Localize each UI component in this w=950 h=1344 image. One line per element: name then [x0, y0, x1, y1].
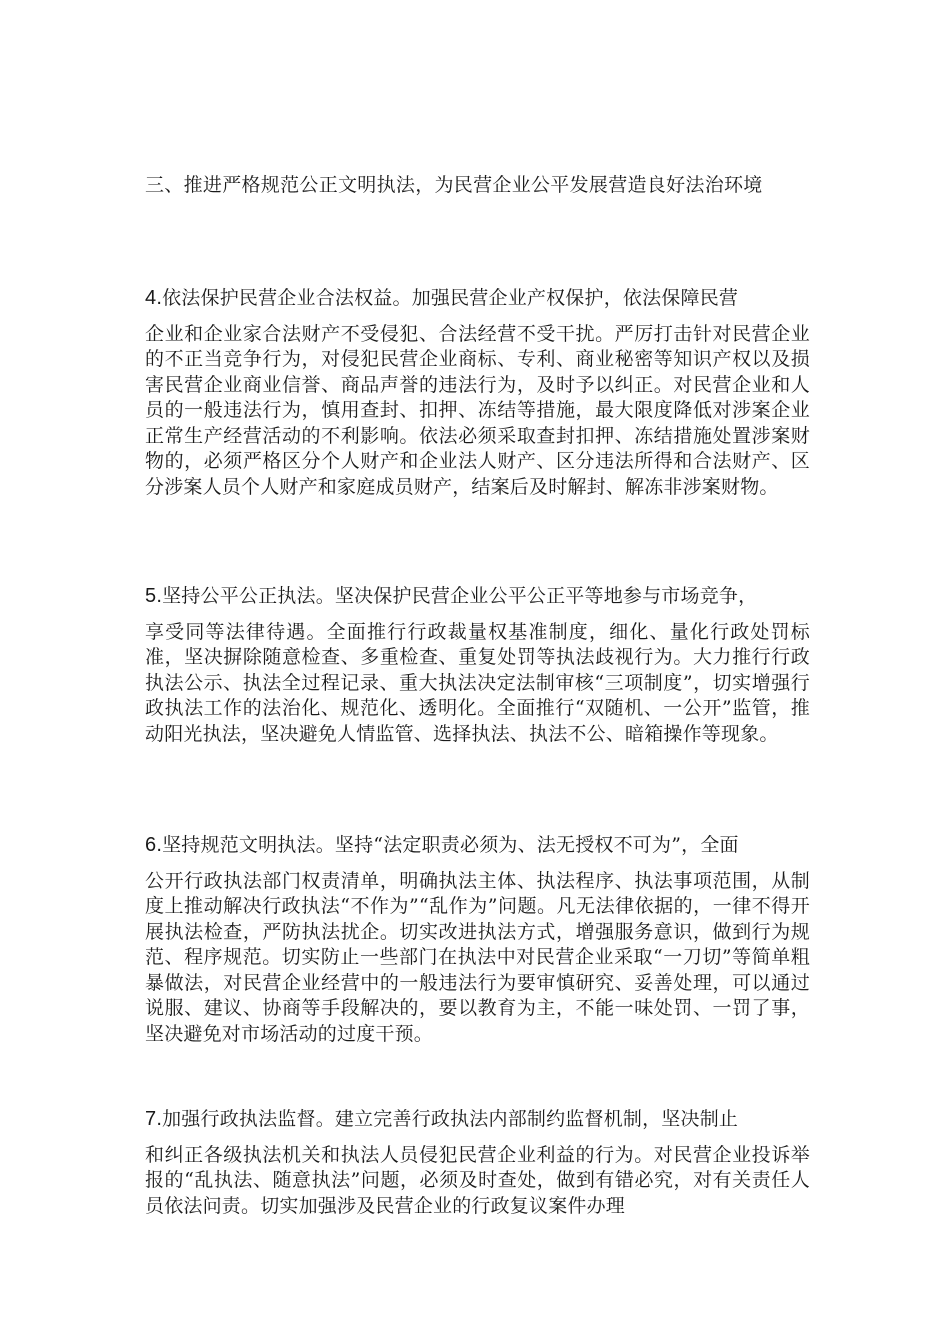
paragraph-4-number: 4. — [145, 287, 163, 309]
paragraph-6-lead — [145, 833, 810, 859]
paragraph-6-number: 6. — [145, 834, 163, 856]
paragraph-5-number: 5. — [145, 585, 163, 607]
paragraph-7 — [145, 1107, 810, 1219]
paragraph-6-lead-text: 坚持规范文明执法。坚持“法定职责必须为、法无授权不可为”，全面 — [162, 834, 739, 856]
section-heading: 三、推进严格规范公正文明执法，为民营企业公平发展营造良好法治环境 — [145, 174, 763, 196]
paragraph-7-lead-text: 加强行政执法监督。建立完善行政执法内部制约监督机制，坚决制止 — [162, 1108, 739, 1130]
paragraph-5-lead-text: 坚持公平公正执法。坚决保护民营企业公平公正平等地参与市场竞争， — [162, 585, 758, 607]
paragraph-7-lead — [145, 1107, 810, 1133]
paragraph-7-body: 和纠正各级执法机关和执法人员侵犯民营企业利益的行为。对民营企业投诉举报的“乱执法、随意执法”问题，必须及时查处，做到有错必究，对有关责任人员依法问责。切实加强涉及民营企业的行政复议案件办理 — [145, 1143, 810, 1217]
paragraph-6-body: 公开行政执法部门权责清单，明确执法主体、执法程序、执法事项范围，从制度上推动解决行政执法“不作为”“乱作为”问题。凡无法律依据的，一律不得开展执法检查，严防执法扰企。切实改进执法方式，增强服务意识，做到行为规范、程序规范。切实防止一些部门在执法中对民营企业采取“一刀切”等简单粗暴做法，对民营企业经营中的一般违法行为要审慎研究、妥善处理，可以通过说服、建议、协商等手段解决的，要以教育为主，不能一味处罚、一罚了事，坚决避免对市场活动的过度干预。 — [145, 869, 810, 1045]
paragraph-4-lead — [145, 286, 810, 312]
paragraph-7-number: 7. — [145, 1108, 163, 1130]
paragraph-4-body: 企业和企业家合法财产不受侵犯、合法经营不受干扰。严厉打击针对民营企业的不正当竞争行为，对侵犯民营企业商标、专利、商业秘密等知识产权以及损害民营企业商业信誉、商品声誉的违法行为，及时予以纠正。对民营企业和人员的一般违法行为，慎用查封、扣押、冻结等措施，最大限度降低对涉案企业正常生产经营活动的不利影响。依法必须采取查封扣押、冻结措施处置涉案财物的，必须严格区分个人财产和企业法人财产、区分违法所得和合法财产、区分涉案人员个人财产和家庭成员财产，结案后及时解封、解冻非涉案财物。 — [145, 322, 810, 498]
paragraph-4 — [145, 286, 810, 500]
paragraph-5-body: 享受同等法律待遇。全面推行行政裁量权基准制度，细化、量化行政处罚标准，坚决摒除随意检查、多重检查、重复处罚等执法歧视行为。大力推行行政执法公示、执法全过程记录、重大执法决定法制审核“三项制度”，切实增强行政执法工作的法治化、规范化、透明化。全面推行“双随机、一公开”监管，推动阳光执法，坚决避免人情监管、选择执法、执法不公、暗箱操作等现象。 — [145, 620, 810, 745]
paragraph-5 — [145, 584, 810, 747]
paragraph-4-lead-text: 依法保护民营企业合法权益。加强民营企业产权保护，依法保障民营 — [162, 287, 739, 309]
paragraph-5-lead — [145, 584, 810, 610]
paragraph-6 — [145, 833, 810, 1047]
